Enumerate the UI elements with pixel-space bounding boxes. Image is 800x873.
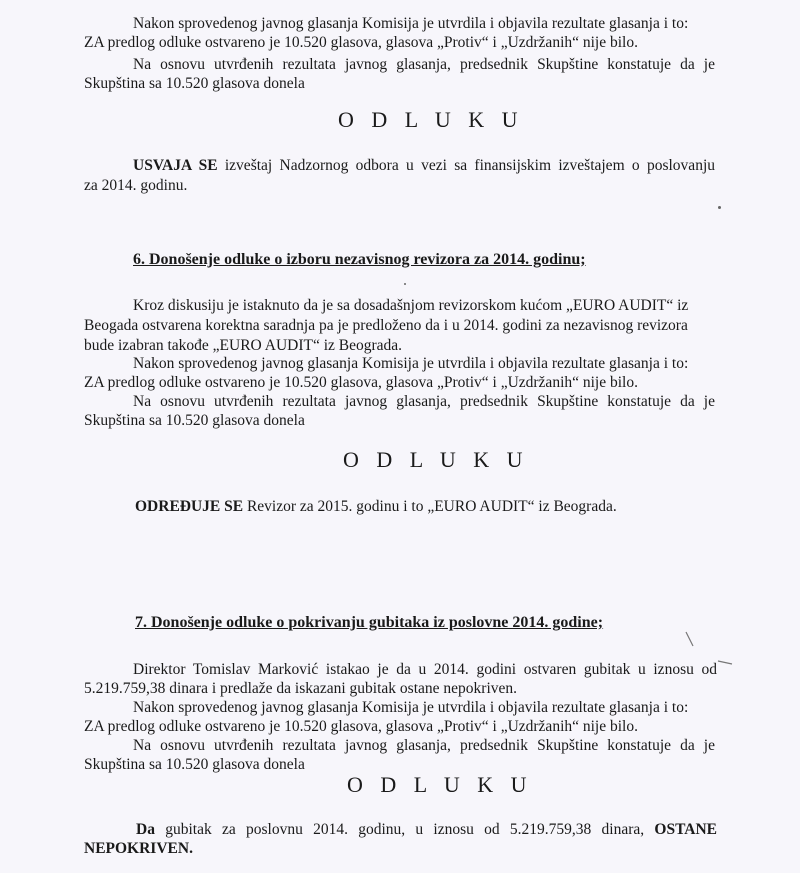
- decision-text: izveštaj Nadzornog odbora u vezi sa finansijskim izveštajem o poslovanju: [224, 157, 715, 174]
- decision-keyword: OSTANE: [654, 821, 718, 838]
- paragraph-line: Nakon sprovedenog javnog glasanja Komisija je utvrdila i objavila rezultate glasanja i to:: [133, 699, 689, 716]
- paragraph-line: Skupština sa 10.520 glasova donela: [84, 756, 305, 773]
- paragraph-line: Na osnovu utvrđenih rezultata javnog glasanja, predsednik Skupštine konstatuje da je: [133, 737, 715, 754]
- section-heading: 7. Donošenje odluke o pokrivanju gubitaka iz poslovne 2014. godine;: [135, 614, 604, 631]
- odluka-heading: O D L U K U: [338, 107, 524, 132]
- paragraph-line: Na osnovu utvrđenih rezultata javnog glasanja, predsednik Skupštine konstatuje da je: [133, 56, 715, 73]
- paragraph-line: Direktor Tomislav Marković istakao je da u 2014. godini ostvaren gubitak u iznosu od: [133, 661, 717, 678]
- paragraph-line: Kroz diskusiju je istaknuto da je sa dosadašnjom revizorskom kućom „EURO AUDIT“ iz: [133, 297, 689, 314]
- paragraph-line: Skupština sa 10.520 glasova donela: [84, 412, 305, 429]
- decision-text: gubitak za poslovnu 2014. godinu, u iznosu od 5.219.759,38 dinara,: [165, 821, 645, 838]
- paragraph-line: Nakon sprovedenog javnog glasanja Komisija je utvrdila i objavila rezultate glasanja i to:: [133, 15, 689, 32]
- paragraph-line: ZA predlog odluke ostvareno je 10.520 glasova, glasova „Protiv“ i „Uzdržanih“ nije bilo.: [84, 374, 638, 391]
- paragraph-line: Nakon sprovedenog javnog glasanja Komisija je utvrdila i objavila rezultate glasanja i to:: [133, 355, 689, 372]
- paragraph-line: 5.219.759,38 dinara i predlaže da iskazani gubitak ostane nepokriven.: [84, 680, 518, 697]
- decision-keyword: Da: [136, 821, 155, 838]
- paragraph-line: ZA predlog odluke ostvareno je 10.520 glasova, glasova „Protiv“ i „Uzdržanih“ nije bilo.: [84, 718, 638, 735]
- decision-line: [133, 156, 715, 175]
- paragraph-line: Beogada ostvarena korektna saradnja pa je predloženo da i u 2014. godini za nezavisnog revizora: [84, 317, 688, 334]
- paragraph-line: bude izabran takođe „EURO AUDIT“ iz Beograda.: [84, 337, 403, 354]
- decision-line: [135, 497, 617, 516]
- paragraph-line: ZA predlog odluke ostvareno je 10.520 glasova, glasova „Protiv“ i „Uzdržanih“ nije bilo.: [84, 34, 638, 51]
- decision-line: za 2014. godinu.: [84, 177, 188, 194]
- paragraph-line: Skupština sa 10.520 glasova donela: [84, 75, 305, 92]
- decision-keyword: NEPOKRIVEN.: [84, 840, 193, 857]
- scan-speck: [718, 206, 721, 209]
- decision-keyword: USVAJA SE: [133, 157, 218, 174]
- odluka-heading: O D L U K U: [347, 772, 533, 797]
- decision-text: Revizor za 2015. godinu i to „EURO AUDIT“ iz Beograda.: [246, 498, 617, 515]
- scan-speck: [404, 283, 406, 285]
- decision-keyword: ODREĐUJE SE: [135, 498, 244, 515]
- decision-line: [136, 820, 717, 839]
- decision-line: [84, 839, 193, 858]
- paragraph-line: Na osnovu utvrđenih rezultata javnog glasanja, predsednik Skupštine konstatuje da je: [133, 393, 715, 410]
- pen-mark: [684, 630, 734, 670]
- section-heading: 6. Donošenje odluke o izboru nezavisnog revizora za 2014. godinu;: [133, 251, 586, 268]
- odluka-heading: O D L U K U: [343, 447, 529, 472]
